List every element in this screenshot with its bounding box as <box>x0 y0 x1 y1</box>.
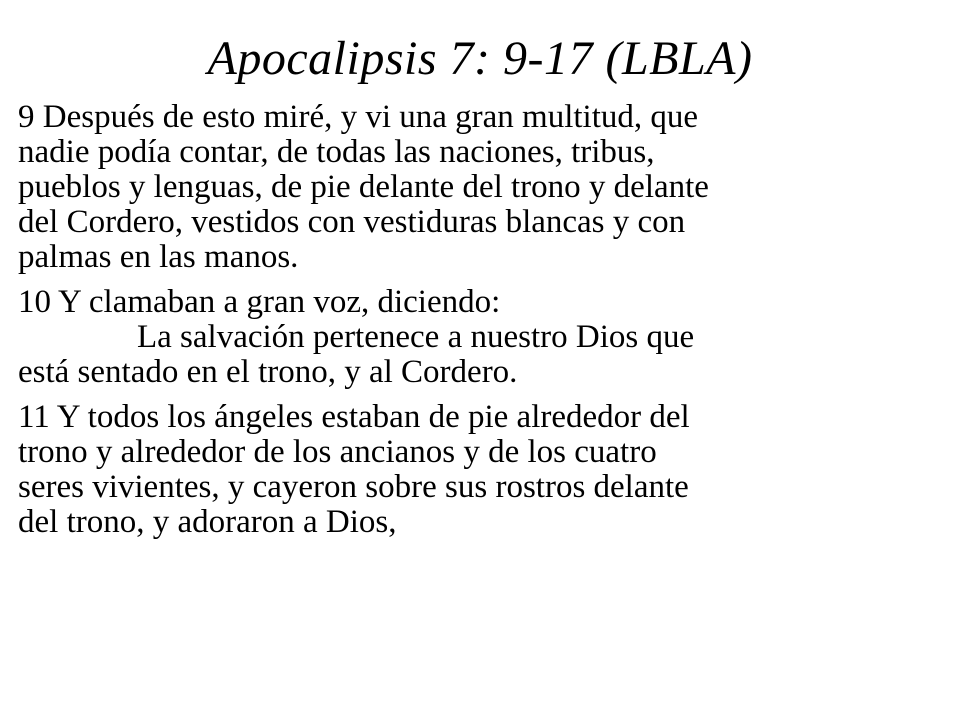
verse-10 <box>18 285 953 390</box>
verse-line: pueblos y lenguas, de pie delante del trono y delante <box>18 169 709 205</box>
verse-line: trono y alrededor de los ancianos y de los cuatro <box>18 434 657 470</box>
verse-9 <box>18 100 953 275</box>
verse-line: 9 Después de esto miré, y vi una gran multitud, que <box>18 99 699 135</box>
verse-line: del trono, y adoraron a Dios, <box>18 504 397 540</box>
verse-line: seres vivientes, y cayeron sobre sus rostros delante <box>18 469 689 505</box>
verse-line: palmas en las manos. <box>18 239 299 275</box>
verse-11 <box>18 400 953 540</box>
verse-line: está sentado en el trono, y al Cordero. <box>18 354 518 390</box>
slide-title: Apocalipsis 7: 9-17 (LBLA) <box>207 32 753 85</box>
verse-quote-line: La salvación pertenece a nuestro Dios que <box>137 319 695 355</box>
slide-body <box>18 100 953 550</box>
verse-line: 10 Y clamaban a gran voz, diciendo: <box>18 284 501 320</box>
verse-line: nadie podía contar, de todas las naciones, tribus, <box>18 134 655 170</box>
verse-line: 11 Y todos los ángeles estaban de pie alrededor del <box>18 399 690 435</box>
verse-line: del Cordero, vestidos con vestiduras blancas y con <box>18 204 686 240</box>
